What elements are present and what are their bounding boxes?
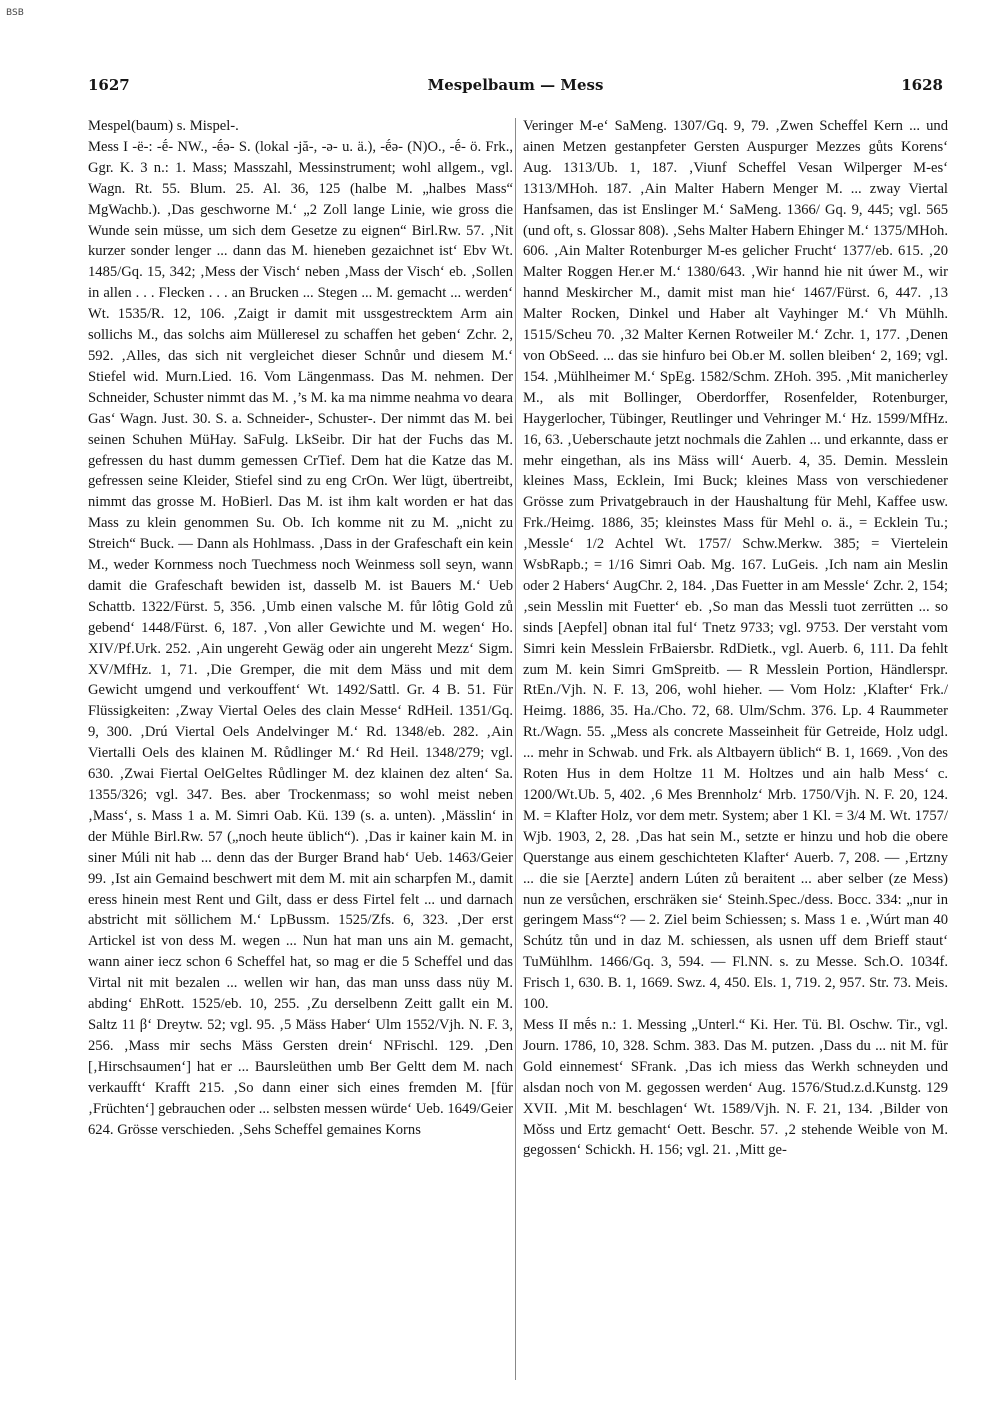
library-stamp: BSB (6, 8, 24, 18)
entry-mess-1-part-1: Mess I -ë-: -ḗ- NW., -ḗə- S. (lokal -jă-, -ə- u. ä.), -ḗə- (N)O., -ḗ- ö. Frk., Ggr. K. 3 n.: 1. Mass; Masszahl, Messinstrument; wohl allgem., vgl. Wagn. Rt. 55. Blum. 25. Al. 36, 125 (halbe M. „halbes Mass“ MgWachb.). ‚Das geschworne M.‘ „2 Zoll lange Linie, wie gross die Wunde sein müsse, um sich dem Gesetze zu eignen“ Birl.Rw. 57. ‚Nit kurzer sonder lenger ... dann das M. hieneben gezaichnet ist‘ Ebv Wt. 1485/Gq. 15, 342; ‚Mess der Visch‘ neben ‚Mass der Visch‘ eb. ‚Sollen in allen . . . Flecken . . . an Brucken ... Stegen ... M. gemacht ... werden‘ Wt. 1535/R. 12, 106. ‚Zaigt ir damit mit ussgestrecktem Arm ain sollichs M., das solchs aim Mülleresel zu schaffen het geben‘ Zchr. 2, 592. ‚Alles, das sich nit vergleichet dieser Schnůr und diesem M.‘ Stiefel wid. Murn.Lied. 16. Vom Längenmass. Das M. nehmen. Der Schneider, Schuster nimmt das M. ‚’s M. ka ma nimme neahma vo deara Gas‘ Wagn. Just. 30. S. a. Schneider-, Schuster-. Der nimmt das M. bei seinen Schuhen MüHay. SaFulg. LkSeibr. Dir hat der Fuchs das M. gefressen du hast dumm gemessen CrTief. Dem hat die Katze das M. gefressen seine Kleider, Stiefel sind zu eng CrOn. Wer lügt, übertreibt, nimmt das grosse M. HoBierl. Das M. ist ihm kalt worden er hat das Mass zu klein genommen Su. Ob. Ich komme nit zu M. „nicht zu Streich“ Buck. — Dann als Hohlmass. ‚Dass in der Grafeschaft ein kein M., weder Kornmess noch Tuechmess noch Weinmess soll seyn, wann damit die Grafeschaft bewiden ist, dasselb M. ist Bauers M.‘ Ueb Schattb. 1322/Fürst. 5, 356. ‚Umb einen valsche M. fůr lôtig Gold zů gebend‘ 1448/Fürst. 6, 187. ‚Von aller Gewichte und M. wegen‘ Ho. XIV/Pf.Urk. 252. ‚Ain ungereht Gewäg oder ain ungereht Mezz‘ Sigm. XV/MfHz. 1, 71. ‚Die Gremper, die mit dem Mäss und mit dem Gewicht umgend und verkouffent‘ Wt. 1492/Sattl. Gr. 4 B. 51. Für Flüssigkeiten: ‚Zway Viertal Oeles des clain Messe‘ RdHeil. 1351/Gq. 9, 300. ‚Drú Viertal Oels Andelvinger M.‘ Rd. 1348/eb. 282. ‚Ain Viertalli Oels des klainen M. Růdlinger M.‘ Rd Heil. 1348/279; vgl. 630. ‚Zwai Fiertal OelGeltes Růdlinger M. dez klainen dez alten‘ Sa. 1355/326; vgl. 347. Bes. aber Trockenmass; so wohl meist neben ‚Mass‘, s. Mass 1 a. M. Simri Oab. Kü. 139 (s. a. unten). ‚Mässlin‘ in der Mühle Birl.Rw. 57 („noch heute üblich“). ‚Das ir kainer kain M. in siner Múli nit hab ... denn das der Burger Brand hab‘ Ueb. 1463/Geier 99. ‚Ist ain Gemaind beschwert mit dem M. mit ain scharpfen M., damit eress hinein mest Rent und Gilt, dass er dess Firtel felt ... und darnach abstricht mit söllichem M.‘ LpBussm. 1525/Zfs. 6, 323. ‚Der erst Artickel ist von dess M. wegen ... Nun hat man uns ain M. gemacht, wann ainer iecz schon 6 Scheffel hat, so mag er die 5 Scheffel und das Virtal nit mit bezalen ... wellen wir han, das man unss dass nüy M. abding‘ EhRott. 1525/eb. 10, 255. ‚Zu derselbenn Zeitt gallt ein M. Saltz 11 β‘ Dreytw. 52; vgl. 95. ‚5 Mäss Haber‘ Ulm 1552/Vjh. N. F. 3, 256. ‚Mass mir sechs Mäss Gersten drein‘ NFrischl. 129. ‚Den [‚Hirschsaumen‘] hat er ... Baursleüthen umb Ber Geltt dem M. nach verkaufft‘ Krafft 215. ‚So dann einer sich eines fremden M. [für ‚Früchten‘] gebrauchen oder ... selbsten messen würde‘ Ueb. 1649/Geier 624. Grösse verschieden. ‚Sehs Scheffel gemaines Korns (88, 138, 513, 1138)
page-number-right: 1628 (901, 76, 943, 94)
entry-mess-2: Mess II mḗs n.: 1. Messing „Unterl.“ Ki. Her. Tü. Bl. Oschw. Tir., vgl. Journ. 1786, 10, 328. Schm. 383. Das M. putzen. ‚Dass du ... nit M. für Gold einnemest‘ SFrank. ‚Das ich miess das Werkh schneyden und alsdan noch von M. gegossen werden‘ Aug. 1576/Stud.z.d.Kunstg. 129 XVII. ‚Mit M. beschlagen‘ Wt. 1589/Vjh. N. F. 21, 134. ‚Bilder von Mǒss und Ertz gemacht‘ Oett. Beschr. 57. ‚2 stehende Weible von M. gegossen‘ Schickh. H. 156; vgl. 21. ‚Mitt ge- (523, 1016, 948, 1159)
entry-mespelbaum: Mespel(baum) s. Mispel-. (88, 118, 239, 134)
entry-mess-1-part-2: Veringer M-e‘ SaMeng. 1307/Gq. 9, 79. ‚Zwen Scheffel Kern ... und ainen Metzen gestanpfeter Gersten Auspurger Mezzes gůts Korens‘ Aug. 1313/Ub. 1, 187. ‚Viunf Scheffel Vesan Wilperger M-es‘ 1313/MHoh. 187. ‚Ain Malter Habern Menger M. ... zway Viertal Hanfsamen, das ist Enslinger M.‘ SaMeng. 1366/ Gq. 9, 445; vgl. 565 (und oft, s. Glossar 808). ‚Sehs Malter Habern Ehinger M.‘ 1375/MHoh. 606. ‚Ain Malter Rotenburger M-es gelicher Frucht‘ 1377/eb. 615. ‚20 Malter Roggen Her.er M.‘ 1380/643. ‚Wir hannd hie nit úwer M., wir hannd Meskircher M., damit mist man hie‘ 1467/Fürst. 6, 447. ‚13 Malter Rocken, Dinkel und Haber alt Vayhinger M.‘ Vh Mühlh. 1515/Scheu 70. ‚32 Malter Kernen Rotweiler M.‘ Zchr. 1, 177. ‚Denen von ObSeed. ... das sie hinfuro bei Ob.er M. sollen bleiben‘ 2, 169; vgl. 154. ‚Mühlheimer M.‘ SpEg. 1582/Schm. ZHoh. 395. ‚Mit manicherley M., als mit Bollinger, Oberdorffer, Rosenfelder, Rotenburger, Haygerlocher, Tübinger, Reutlinger und Vehringer M.‘ Hz. 1599/MfHz. 16, 63. ‚Ueberschaute jetzt nochmals die Zahlen ... und erkannte, dass er mehr eingethan, als ins Mäss will‘ Auerb. 4, 35. Demin. Messlein kleines Mass, Ecklein, Imi Buck; kleines Mass von verschiedener Grösse zum Privatgebrauch in der Haushaltung für Mehl, Kaffee usw. Frk./Heimg. 1886, 35; kleinstes Mass für Mehl o. ä., = Ecklein Tu.; ‚Messle‘ 1/2 Achtel Wt. 1757/ Schw.Merkw. 385; = Viertelein WsbRapb.; = 1/16 Simri Oab. Mg. 167. LuGeis. ‚Ich nam ain Meslin oder 2 Habers‘ AugChr. 2, 184. ‚Das Fuetter in am Messle‘ Zchr. 2, 154; ‚sein Messlin mit Fuetter‘ eb. ‚So man das Messli tuot zerrütten ... so sinds [Aepfel] obnan ital ful‘ Tnetz 9733; vgl. 9753. Der verstaht vom Simri kein Messlein FrBaiersbr. RdDietk., vgl. Auerb. 6, 111. Da fehlt zum M. kein Simri GmSpreitb. — R Messlein Portion, Händlerspr. RtEn./Vjh. N. F. 13, 206, wohl hieher. — Vom Holz: ‚Klafter‘ Frk./ Heimg. 1886, 35. Ha./Cho. 72, 68. Ulm/Schm. 376. Lp. 4 Raummeter Rt./Wagn. 55. „Mess als concrete Masseinheit für Getreide, Holz udgl. ... mehr in Schwab. und Frk. als Altbayern üblich“ B. 1, 1669. ‚Von des Roten Hus in dem Holtze 11 M. Holtzes und ain halb Mess‘ c. 1200/Wt.Ub. 5, 402. ‚6 Mes Brennholz‘ Mrb. 1750/Vjh. N. F. 20, 124. M. = Klafter Holz, vor dem metr. System; aber 1 Kl. = 3/4 M. Wt. 1757/ Wjb. 1903, 2, 28. ‚Das hat sein M., setzte er hinzu und hob die obere Querstange aus einem geschichteten Klafter‘ Auerb. 7, 208. — ‚Ertzny ... die sie [Aerzte] andern Lúten zů beraitent ... aber selber (ze Mess) nun ze versůchen, erschräken sie‘ Steinh.Spec./dess. Bocc. 334: „nur in geringem Mass“? — 2. Ziel beim Schiessen; s. Mass 1 e. ‚Wúrt man 40 Schútz tůn und in daz M. schiessen, als usnen uff dem Brieff staut‘ TuMühlhm. 1466/Gq. 3, 594. — Fl.NN. s. zu Messe. Sch.O. 1034f. Frisch 1, 630. B. 1, 1669. Swz. 4, 450. Els. 1, 719. 2, 957. Str. 73. Meis. 100. (523, 118, 948, 1013)
left-column (88, 116, 513, 1384)
page-header (88, 76, 943, 98)
page-title: Mespelbaum — Mess (427, 76, 604, 94)
column-divider (515, 118, 516, 1380)
page-number-left: 1627 (88, 76, 130, 94)
right-column (523, 116, 948, 1384)
